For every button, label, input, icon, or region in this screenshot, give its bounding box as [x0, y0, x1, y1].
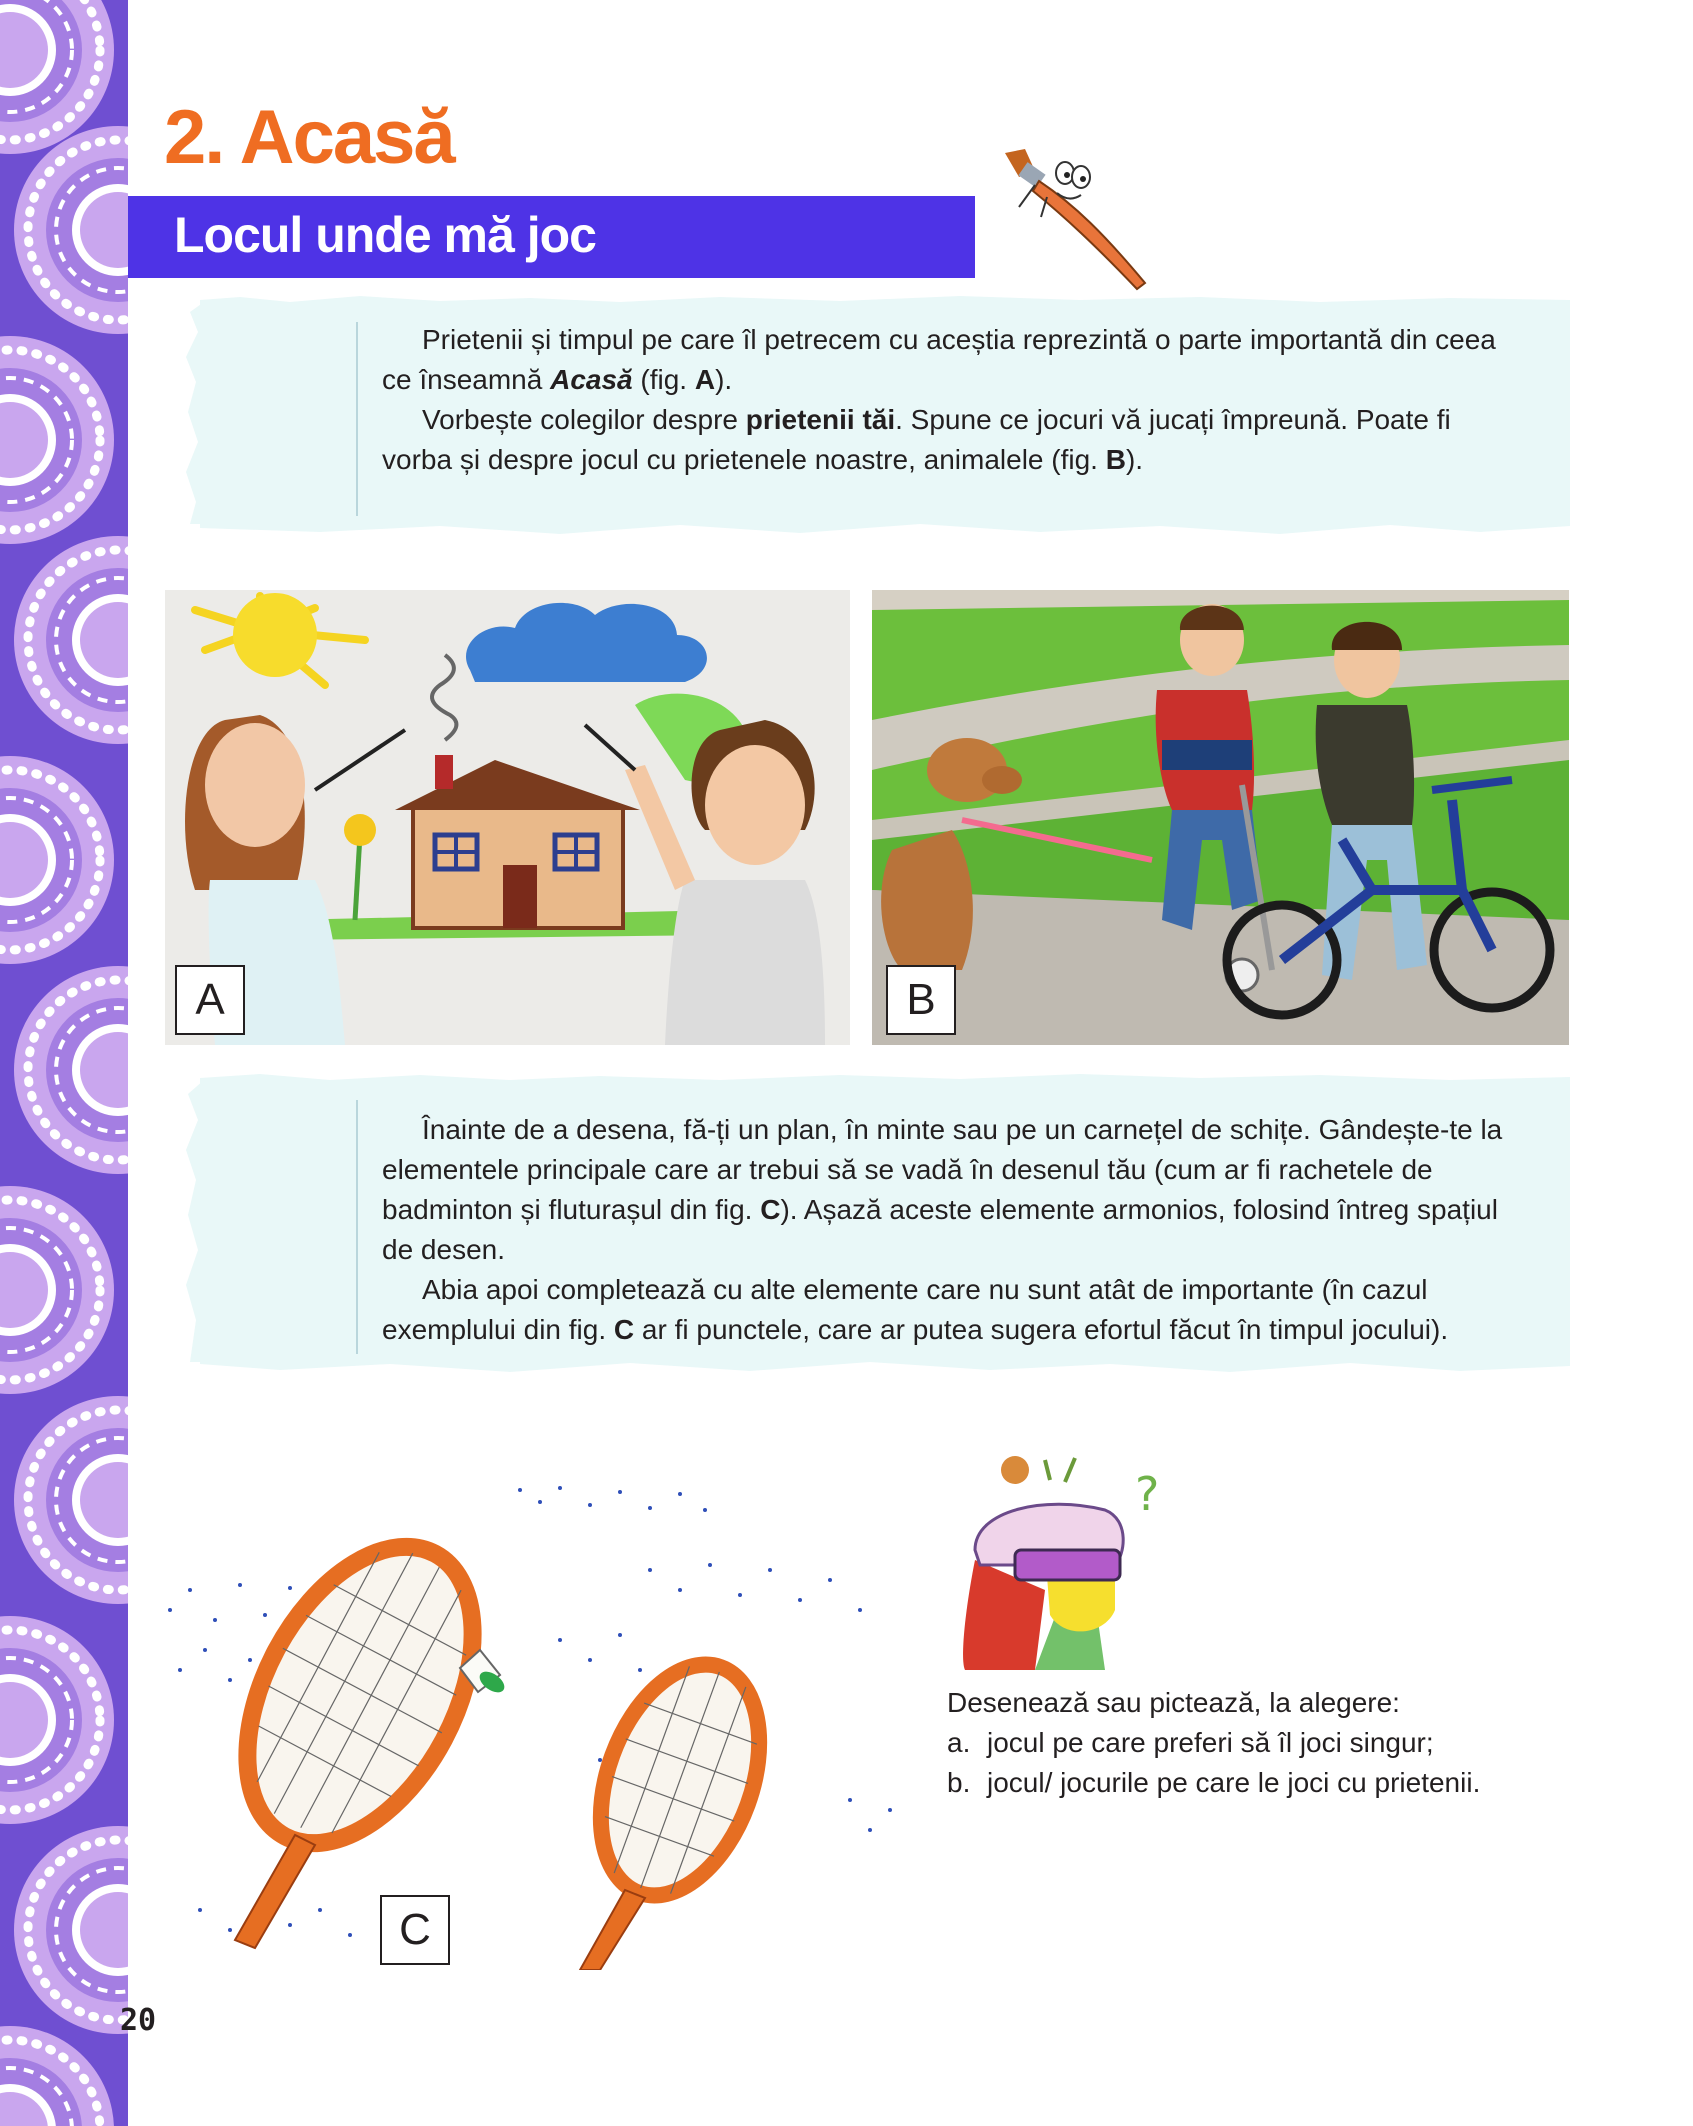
torn-edge-icon	[200, 1072, 1570, 1084]
children-painting-house-icon	[165, 590, 850, 1045]
section-title: Locul unde mă joc	[174, 207, 596, 263]
paragraph: Abia apoi completează cu alte elemente care nu sunt atât de importante (în cazul exemplului din fig. C ar fi punctele, care ar putea sugera efortul făcut în timpul jocului).	[382, 1274, 1449, 1345]
torn-edge-icon	[200, 1358, 1570, 1374]
list-item-text: jocul/ jocurile pe care le joci cu prietenii.	[987, 1767, 1481, 1798]
margin-line	[356, 1100, 358, 1354]
figure-label-b: B	[886, 965, 956, 1035]
torn-edge-icon	[200, 520, 1570, 536]
decorative-side-border	[0, 0, 128, 2126]
info-note-1	[200, 302, 1570, 524]
figure-c-drawing	[160, 1470, 910, 1970]
list-item	[947, 1763, 1567, 1803]
page-number: 20	[120, 2003, 157, 2038]
paragraph: Vorbește colegilor despre prietenii tăi. Spune ce jocuri vă jucați împreună. Poate fi vorba și despre jocul cu prietenele noastre, animalele (fig. B).	[382, 404, 1451, 475]
badminton-rackets-icon	[160, 1470, 910, 1970]
torn-edge-icon	[200, 294, 1570, 306]
task-instructions	[947, 1683, 1567, 1803]
chapter-title: 2. Acasă	[164, 95, 454, 180]
figure-label-c: C	[380, 1895, 450, 1965]
margin-line	[356, 322, 358, 516]
torn-edge-icon	[184, 302, 204, 524]
figure-b-photo	[872, 590, 1569, 1045]
paintbrush-mascot-icon	[995, 145, 1175, 295]
list-marker: b.	[947, 1767, 971, 1798]
task-intro: Desenează sau pictează, la alegere:	[947, 1687, 1400, 1718]
list-marker: a.	[947, 1727, 971, 1758]
paragraph: Prietenii și timpul pe care îl petrecem cu aceștia reprezintă o parte importantă din ceea ce înseamnă Acasă (fig. A).	[382, 324, 1496, 395]
section-bar	[128, 196, 975, 278]
info-note-2	[200, 1080, 1570, 1362]
list-item	[947, 1723, 1567, 1763]
question-mark-icon: ?	[1135, 1467, 1160, 1521]
note-text	[382, 320, 1510, 480]
figure-label-a: A	[175, 965, 245, 1035]
note-text	[382, 1110, 1510, 1350]
paragraph: Înainte de a desena, fă-ți un plan, în minte sau pe un carnețel de schițe. Gândește-te la elementele principale care ar trebui să se vadă în desenul tău (cum ar fi rachetele de badminton și fluturașul din fig. C). Așază aceste elemente armonios, folosind întreg spațiul de desen.	[382, 1114, 1503, 1265]
torn-edge-icon	[184, 1080, 204, 1362]
figure-a-photo	[165, 590, 850, 1045]
thinking-character-icon	[955, 1440, 1165, 1670]
list-item-text: jocul pe care preferi să îl joci singur;	[987, 1727, 1434, 1758]
circle-pattern-icon	[0, 0, 128, 2126]
children-bike-dog-icon	[872, 590, 1569, 1045]
